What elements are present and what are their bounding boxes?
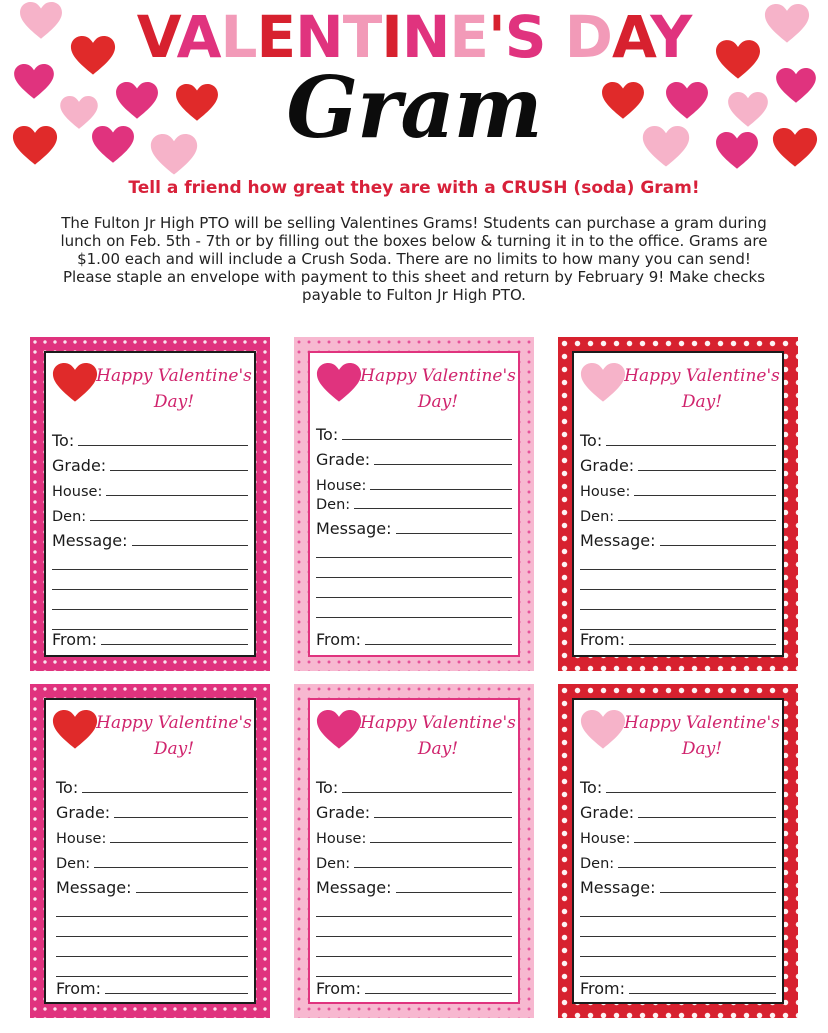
to-field[interactable]: To: — [580, 425, 776, 450]
to-field[interactable]: To: — [52, 425, 248, 450]
greeting: Happy Valentine's Day! — [624, 713, 780, 759]
gram-card-form — [308, 351, 520, 657]
title-letter: Y — [650, 3, 692, 71]
heart-icon — [52, 710, 98, 750]
intro-paragraph: The Fulton Jr High PTO will be selling Valentines Grams! Students can purchase a gram during lunch on Feb. 5th - 7th or by filling out the boxes below & turning it in to the office. Grams are $1.00 each and will include a Crush Soda. There are no limits to how many you can send! Please staple an envelope with payment to this sheet and return by February 9! Make checks payable to Fulton Jr High PTO. — [60, 214, 768, 304]
gram-card-form — [572, 698, 784, 1004]
grade-field[interactable]: Grade: — [316, 444, 512, 469]
title-letter: S — [504, 3, 546, 71]
greeting: Happy Valentine's Day! — [96, 366, 252, 412]
message-field[interactable]: Message: — [56, 872, 248, 897]
message-line[interactable] — [316, 558, 512, 578]
house-field[interactable]: House: — [580, 822, 776, 847]
gram-card — [294, 684, 534, 1018]
heart-icon — [316, 363, 362, 403]
title-letter: E — [256, 3, 296, 71]
greeting: Happy Valentine's Day! — [96, 713, 252, 759]
message-line[interactable] — [56, 937, 248, 957]
title-letter: L — [220, 3, 257, 71]
to-field[interactable]: To: — [316, 419, 512, 444]
message-line[interactable] — [56, 897, 248, 917]
den-field[interactable]: Den: — [56, 847, 248, 872]
title-letter: E — [449, 3, 489, 71]
to-field[interactable]: To: — [580, 772, 776, 797]
gram-card — [30, 337, 270, 671]
gram-card — [294, 337, 534, 671]
message-line[interactable] — [52, 550, 248, 570]
title-letter: ' — [488, 3, 505, 71]
from-field[interactable]: From: — [52, 624, 248, 649]
title-letter: T — [342, 3, 382, 71]
message-line[interactable] — [52, 590, 248, 610]
house-field[interactable]: House: — [52, 475, 248, 500]
house-field[interactable]: House: — [56, 822, 248, 847]
heart-icon — [52, 363, 98, 403]
title-letter: V — [136, 3, 177, 71]
gram-card — [30, 684, 270, 1018]
greeting: Happy Valentine's Day! — [360, 366, 516, 412]
message-line[interactable] — [316, 917, 512, 937]
heart-icon — [580, 710, 626, 750]
grade-field[interactable]: Grade: — [52, 450, 248, 475]
grade-field[interactable]: Grade: — [580, 797, 776, 822]
message-line[interactable] — [580, 550, 776, 570]
message-field[interactable]: Message: — [316, 513, 512, 538]
title-letter: N — [295, 3, 343, 71]
grade-field[interactable]: Grade: — [56, 797, 248, 822]
message-field[interactable]: Message: — [52, 525, 248, 550]
from-field[interactable]: From: — [316, 973, 512, 998]
message-line[interactable] — [56, 917, 248, 937]
house-field[interactable]: House: — [316, 822, 512, 847]
den-field[interactable]: Den: — [52, 500, 248, 525]
message-line[interactable] — [316, 598, 512, 618]
gram-card — [558, 684, 798, 1018]
message-line[interactable] — [580, 897, 776, 917]
greeting: Happy Valentine's Day! — [624, 366, 780, 412]
message-line[interactable] — [316, 937, 512, 957]
tagline: Tell a friend how great they are with a CRUSH (soda) Gram! — [128, 178, 700, 198]
from-field[interactable]: From: — [580, 624, 776, 649]
from-field[interactable]: From: — [316, 624, 512, 649]
to-field[interactable]: To: — [56, 772, 248, 797]
title-letter: I — [381, 3, 402, 71]
message-line[interactable] — [316, 538, 512, 558]
message-line[interactable] — [580, 570, 776, 590]
from-field[interactable]: From: — [580, 973, 776, 998]
title-letter: A — [611, 3, 651, 71]
house-field[interactable]: House: — [316, 469, 512, 494]
grade-field[interactable]: Grade: — [316, 797, 512, 822]
gram-card-form — [44, 698, 256, 1004]
heart-icon — [316, 710, 362, 750]
den-field[interactable]: Den: — [580, 500, 776, 525]
from-field[interactable]: From: — [56, 973, 248, 998]
message-line[interactable] — [580, 917, 776, 937]
heart-icon — [580, 363, 626, 403]
den-field[interactable]: Den: — [316, 847, 512, 872]
title-letter: A — [176, 3, 221, 71]
message-field[interactable]: Message: — [316, 872, 512, 897]
den-field[interactable]: Den: — [580, 847, 776, 872]
to-field[interactable]: To: — [316, 772, 512, 797]
gram-card-form — [572, 351, 784, 657]
gram-card — [558, 337, 798, 671]
message-line[interactable] — [316, 897, 512, 917]
greeting: Happy Valentine's Day! — [360, 713, 516, 759]
gram-card-form — [44, 351, 256, 657]
title-letter: N — [401, 3, 450, 71]
gram-card-form — [308, 698, 520, 1004]
message-field[interactable]: Message: — [580, 525, 776, 550]
message-line[interactable] — [580, 590, 776, 610]
message-line[interactable] — [52, 570, 248, 590]
title-letter: D — [564, 3, 612, 71]
message-line[interactable] — [580, 937, 776, 957]
message-line[interactable] — [316, 578, 512, 598]
grade-field[interactable]: Grade: — [580, 450, 776, 475]
page-subtitle-gram: Gram — [286, 58, 542, 157]
message-field[interactable]: Message: — [580, 872, 776, 897]
den-field[interactable]: Den: — [316, 494, 512, 513]
house-field[interactable]: House: — [580, 475, 776, 500]
